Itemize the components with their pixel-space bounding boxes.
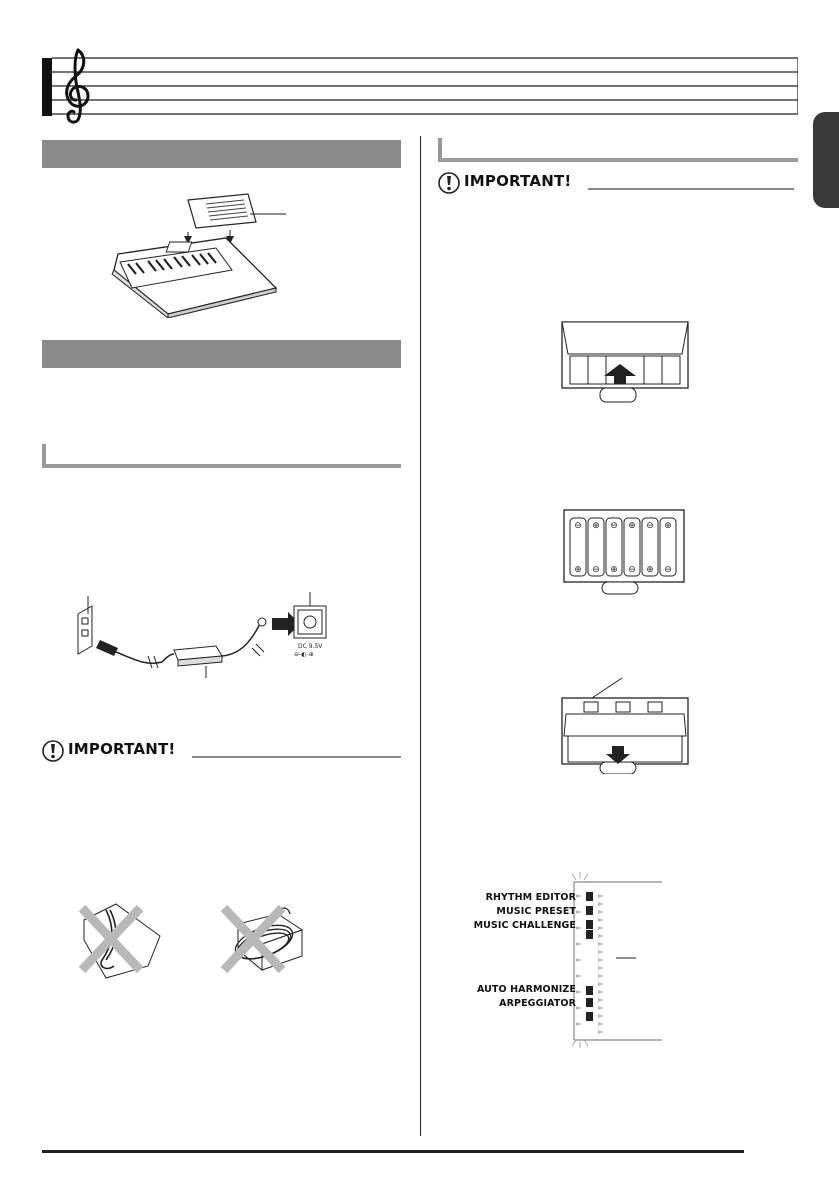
important-icon <box>42 740 64 762</box>
footer-rule <box>42 1150 744 1153</box>
bad-cord-wrap-illustration <box>218 900 308 980</box>
lcd-label-music-challenge: MUSIC CHALLENGE <box>473 920 576 931</box>
svg-text:⊕: ⊕ <box>646 565 654 575</box>
battery-cover-close-illustration <box>560 670 690 774</box>
section-bar-1 <box>42 140 401 168</box>
svg-text:⊕: ⊕ <box>592 521 600 531</box>
ac-adapter-illustration <box>66 590 336 680</box>
side-tab <box>813 112 839 208</box>
lcd-indicator-panel <box>474 870 674 1050</box>
treble-clef-icon <box>56 46 96 126</box>
header-staff <box>42 52 798 120</box>
svg-text:⊖: ⊖ <box>574 521 582 531</box>
battery-cover-open-illustration <box>560 320 690 404</box>
important-heading-left <box>42 740 401 762</box>
svg-text:⊕: ⊕ <box>628 521 636 531</box>
lcd-label-auto-harmonize: AUTO HARMONIZE <box>476 984 576 995</box>
bad-cord-bend-illustration <box>76 900 166 980</box>
svg-text:⊕: ⊕ <box>610 565 618 575</box>
svg-text:⊖: ⊖ <box>664 565 672 575</box>
svg-text:⊖-◐-⊕: ⊖-◐-⊕ <box>294 651 314 658</box>
section-bar-2 <box>42 340 401 368</box>
important-label-right: IMPORTANT! <box>464 172 572 190</box>
staff-graphic <box>42 52 798 120</box>
svg-text:⊕: ⊕ <box>664 521 672 531</box>
lcd-label-arpeggiator: ARPEGGIATOR <box>499 998 576 1009</box>
subsection-heading-right <box>438 138 798 162</box>
important-heading-right <box>438 172 794 194</box>
important-icon-right <box>438 172 460 194</box>
svg-text:⊖: ⊖ <box>628 565 636 575</box>
subsection-heading-left <box>42 444 401 468</box>
lcd-graphic <box>570 870 670 1050</box>
battery-compartment-illustration <box>562 508 686 596</box>
column-divider <box>420 136 421 1136</box>
svg-text:⊖: ⊖ <box>646 521 654 531</box>
svg-text:⊖: ⊖ <box>610 521 618 531</box>
svg-text:⊕: ⊕ <box>574 565 582 575</box>
important-rule <box>192 756 401 758</box>
keyboard-illustration <box>108 192 288 318</box>
lcd-label-rhythm-editor: RHYTHM EDITOR <box>485 892 576 903</box>
dc-label: DC 9.5V <box>298 643 323 650</box>
svg-text:⊖: ⊖ <box>592 565 600 575</box>
lcd-label-music-preset: MUSIC PRESET <box>496 906 576 917</box>
important-label: IMPORTANT! <box>68 740 176 758</box>
important-rule-right <box>588 188 794 190</box>
